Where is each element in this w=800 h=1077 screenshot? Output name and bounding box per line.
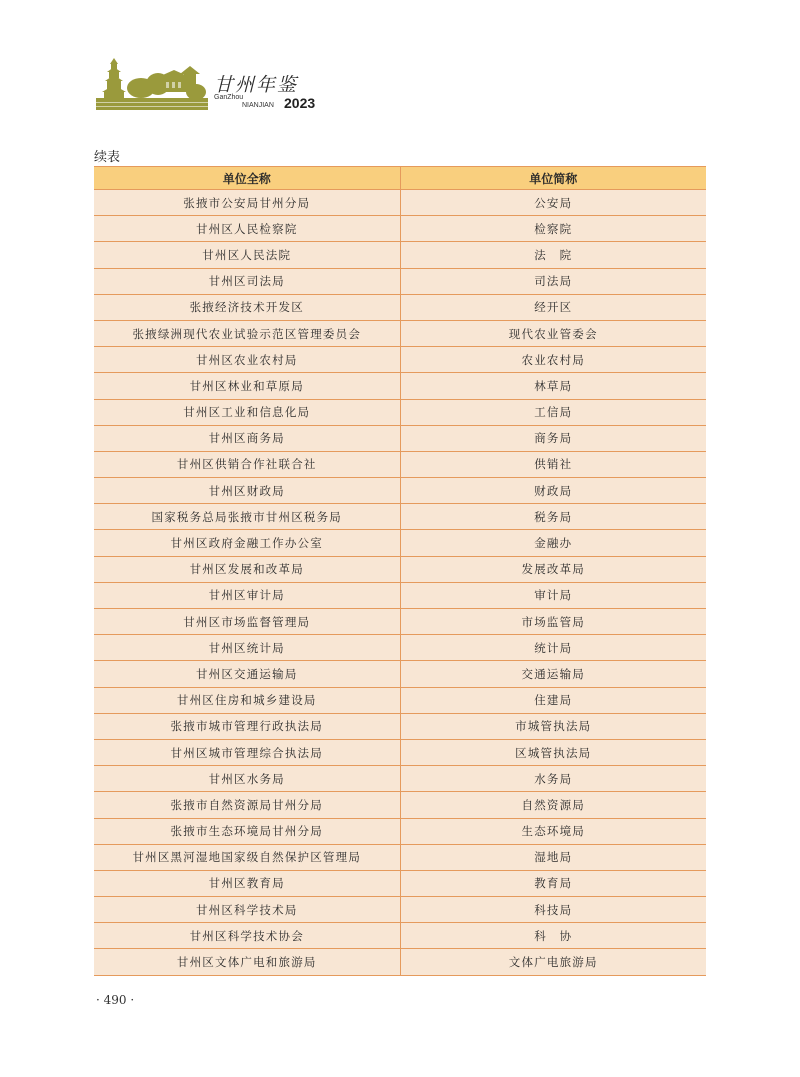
yearbook-subtitle-line1: GanZhou [214,94,244,101]
full-name-cell: 张掖绿洲现代农业试验示范区管理委员会 [94,320,400,346]
full-name-cell: 甘州区文体广电和旅游局 [94,949,400,975]
short-name-cell: 供销社 [400,451,706,477]
table-row [94,635,706,661]
short-name-cell: 经开区 [400,294,706,320]
full-name-cell: 甘州区黑河湿地国家级自然保护区管理局 [94,844,400,870]
table-row [94,347,706,373]
table-row [94,294,706,320]
table-row [94,792,706,818]
short-name-cell: 市城管执法局 [400,713,706,739]
table-row [94,923,706,949]
short-name-cell: 工信局 [400,399,706,425]
table-row [94,844,706,870]
table-row [94,609,706,635]
full-name-cell: 甘州区商务局 [94,425,400,451]
short-name-cell: 湿地局 [400,844,706,870]
table-row [94,451,706,477]
column-header-short-name: 单位简称 [400,167,706,190]
unit-abbreviation-table [94,166,706,976]
short-name-cell: 法 院 [400,242,706,268]
full-name-cell: 国家税务总局张掖市甘州区税务局 [94,504,400,530]
short-name-cell: 生态环境局 [400,818,706,844]
full-name-cell: 甘州区供销合作社联合社 [94,451,400,477]
short-name-cell: 税务局 [400,504,706,530]
table-row [94,530,706,556]
table-row [94,504,706,530]
full-name-cell: 张掖市自然资源局甘州分局 [94,792,400,818]
short-name-cell: 文体广电旅游局 [400,949,706,975]
full-name-cell: 甘州区审计局 [94,582,400,608]
ganzhou-temple-icon [96,58,208,110]
short-name-cell: 审计局 [400,582,706,608]
table-row [94,949,706,975]
full-name-cell: 甘州区政府金融工作办公室 [94,530,400,556]
table-header-row [94,167,706,190]
short-name-cell: 住建局 [400,687,706,713]
short-name-cell: 自然资源局 [400,792,706,818]
full-name-cell: 甘州区科学技术协会 [94,923,400,949]
full-name-cell: 张掖市城市管理行政执法局 [94,713,400,739]
full-name-cell: 甘州区人民法院 [94,242,400,268]
short-name-cell: 交通运输局 [400,661,706,687]
short-name-cell: 林草局 [400,373,706,399]
short-name-cell: 水务局 [400,766,706,792]
short-name-cell: 公安局 [400,190,706,216]
full-name-cell: 甘州区市场监督管理局 [94,609,400,635]
yearbook-subtitle-line2: NIANJIAN [242,102,274,109]
table-body [94,190,706,976]
page-header [96,58,356,114]
full-name-cell: 甘州区财政局 [94,478,400,504]
table-row [94,661,706,687]
short-name-cell: 检察院 [400,216,706,242]
full-name-cell: 甘州区城市管理综合执法局 [94,739,400,765]
table-row [94,870,706,896]
full-name-cell: 张掖市生态环境局甘州分局 [94,818,400,844]
short-name-cell: 金融办 [400,530,706,556]
full-name-cell: 甘州区统计局 [94,635,400,661]
short-name-cell: 科技局 [400,897,706,923]
full-name-cell: 甘州区工业和信息化局 [94,399,400,425]
column-header-full-name: 单位全称 [94,167,400,190]
table-row [94,713,706,739]
table-row [94,818,706,844]
full-name-cell: 甘州区科学技术局 [94,897,400,923]
table-row [94,190,706,216]
short-name-cell: 现代农业管委会 [400,320,706,346]
table-row [94,425,706,451]
full-name-cell: 张掖市公安局甘州分局 [94,190,400,216]
table-row [94,739,706,765]
short-name-cell: 发展改革局 [400,556,706,582]
full-name-cell: 甘州区住房和城乡建设局 [94,687,400,713]
yearbook-title: 甘州年鉴 [214,74,299,96]
full-name-cell: 甘州区教育局 [94,870,400,896]
table-row [94,556,706,582]
full-name-cell: 甘州区司法局 [94,268,400,294]
full-name-cell: 甘州区水务局 [94,766,400,792]
short-name-cell: 农业农村局 [400,347,706,373]
short-name-cell: 财政局 [400,478,706,504]
short-name-cell: 统计局 [400,635,706,661]
short-name-cell: 教育局 [400,870,706,896]
table-row [94,373,706,399]
table-row [94,687,706,713]
yearbook-year: 2023 [284,95,316,111]
full-name-cell: 甘州区林业和草原局 [94,373,400,399]
full-name-cell: 张掖经济技术开发区 [94,294,400,320]
table-row [94,320,706,346]
page-number: · 490 · [96,993,135,1007]
table-row [94,478,706,504]
full-name-cell: 甘州区发展和改革局 [94,556,400,582]
full-name-cell: 甘州区人民检察院 [94,216,400,242]
full-name-cell: 甘州区农业农村局 [94,347,400,373]
table-row [94,242,706,268]
short-name-cell: 司法局 [400,268,706,294]
table-row [94,268,706,294]
full-name-cell: 甘州区交通运输局 [94,661,400,687]
table-row [94,399,706,425]
table-row [94,216,706,242]
table-row [94,582,706,608]
short-name-cell: 区城管执法局 [400,739,706,765]
short-name-cell: 市场监管局 [400,609,706,635]
short-name-cell: 商务局 [400,425,706,451]
table-caption: 续表 [94,150,121,165]
table-row [94,766,706,792]
short-name-cell: 科 协 [400,923,706,949]
table-row [94,897,706,923]
